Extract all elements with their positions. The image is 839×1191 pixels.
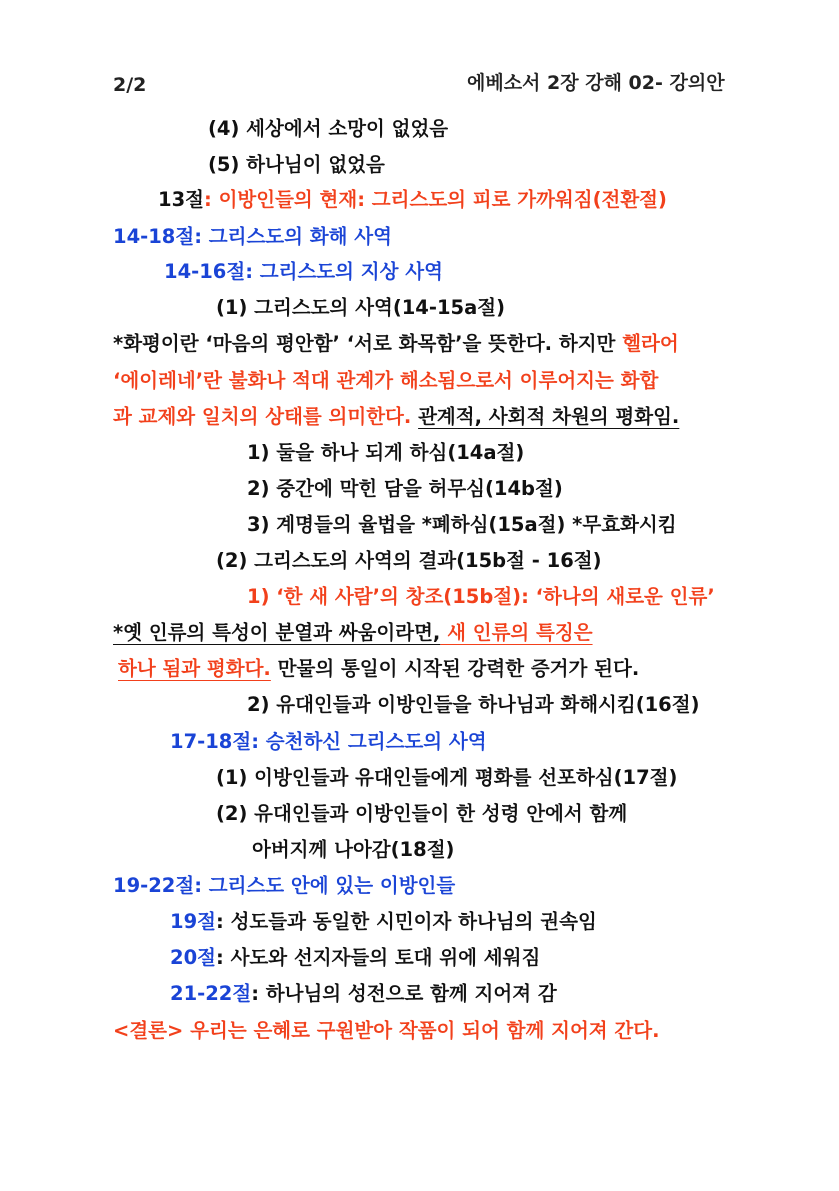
- section-17-18: 17-18절: 승천하신 그리스도의 사역: [170, 730, 487, 753]
- verse-20-ref: 20절: [170, 946, 216, 969]
- old-humanity-line: [113, 620, 593, 646]
- peace-definition-text: *화평이란 ‘마음의 평안함’ ‘서로 화목함’을 뜻한다. 하지만: [113, 332, 623, 355]
- verse-13-ref: 13절: [158, 188, 204, 211]
- peace-definition-line3: [113, 404, 679, 430]
- greek-word-label: 헬라어: [622, 332, 679, 355]
- section-14-18-ref: 14-18절: [113, 225, 195, 248]
- peace-definition-line2: ‘에이레네’란 불화나 적대 관계가 해소됨으로서 이루어지는 화합: [113, 369, 659, 392]
- old-humanity-text: *옛 인류의 특성이 분열과 싸움이라면,: [113, 621, 441, 644]
- document-title: 에베소서 2장 강해 02- 강의안: [467, 72, 725, 94]
- verse-20-line: [170, 945, 540, 971]
- item-one-spirit-cont: 아버지께 나아감(18절): [252, 838, 455, 861]
- sub-item-1: 1) 둘을 하나 되게 하심(14a절): [247, 441, 525, 464]
- peace-dimension-text: 관계적, 사회적 차원의 평화임.: [418, 405, 680, 428]
- sub-item-2: 2) 중간에 막힌 담을 허무심(14b절): [247, 477, 563, 500]
- verse-19-ref: 19절: [170, 910, 216, 933]
- verse-13-text: : 이방인들의 현재: 그리스도의 피로 가까워짐(전환절): [203, 188, 667, 211]
- verse-19-text: : 성도들과 동일한 시민이자 하나님의 권속임: [215, 910, 597, 933]
- oneness-peace-line: [118, 656, 639, 682]
- verse-20-text: : 사도와 선지자들의 토대 위에 세워짐: [215, 946, 541, 969]
- oneness-peace-text: 하나 됨과 평화다.: [118, 657, 271, 680]
- conclusion: <결론> 우리는 은혜로 구원받아 작품이 되어 함께 지어져 간다.: [113, 1019, 660, 1042]
- item-no-hope: (4) 세상에서 소망이 없었음: [208, 117, 449, 140]
- verse-21-22-line: [170, 981, 557, 1007]
- verse-13-line: [158, 187, 667, 213]
- sub-item-3: 3) 계명들의 율법을 *폐하심(15a절) *무효화시킴: [247, 513, 677, 536]
- section-14-18-colon-text: : 그리스도의 화해 사역: [194, 225, 392, 248]
- item-proclaim-peace: (1) 이방인들과 유대인들에게 평화를 선포하심(17절): [216, 766, 678, 789]
- page-number: 2/2: [113, 74, 147, 96]
- new-humanity-text: 새 인류의 특징은: [440, 621, 593, 644]
- verse-21-22-text: : 하나님의 성전으로 함께 지어져 감: [251, 982, 557, 1005]
- section-14-18: [113, 224, 392, 250]
- sub-item-new-man: 1) ‘한 새 사람’의 창조(15b절): ‘하나의 새로운 인류’: [247, 585, 715, 608]
- peace-definition-line1: [113, 331, 679, 357]
- item-christ-work-result: (2) 그리스도의 사역의 결과(15b절 - 16절): [216, 549, 602, 572]
- peace-meaning-text: 과 교제와 일치의 상태를 의미한다.: [113, 405, 412, 428]
- sub-item-reconcile: 2) 유대인들과 이방인들을 하나님과 화해시킴(16절): [247, 693, 700, 716]
- verse-21-22-ref: 21-22절: [170, 982, 252, 1005]
- unity-evidence-text: 만물의 통일이 시작된 강력한 증거가 된다.: [270, 657, 640, 680]
- item-one-spirit: (2) 유대인들과 이방인들이 한 성령 안에서 함께: [216, 802, 628, 825]
- section-14-16: 14-16절: 그리스도의 지상 사역: [164, 260, 443, 283]
- item-christ-work: (1) 그리스도의 사역(14-15a절): [216, 296, 506, 319]
- section-19-22: 19-22절: 그리스도 안에 있는 이방인들: [113, 874, 456, 897]
- item-no-god: (5) 하나님이 없었음: [208, 153, 385, 176]
- verse-19-line: [170, 909, 597, 935]
